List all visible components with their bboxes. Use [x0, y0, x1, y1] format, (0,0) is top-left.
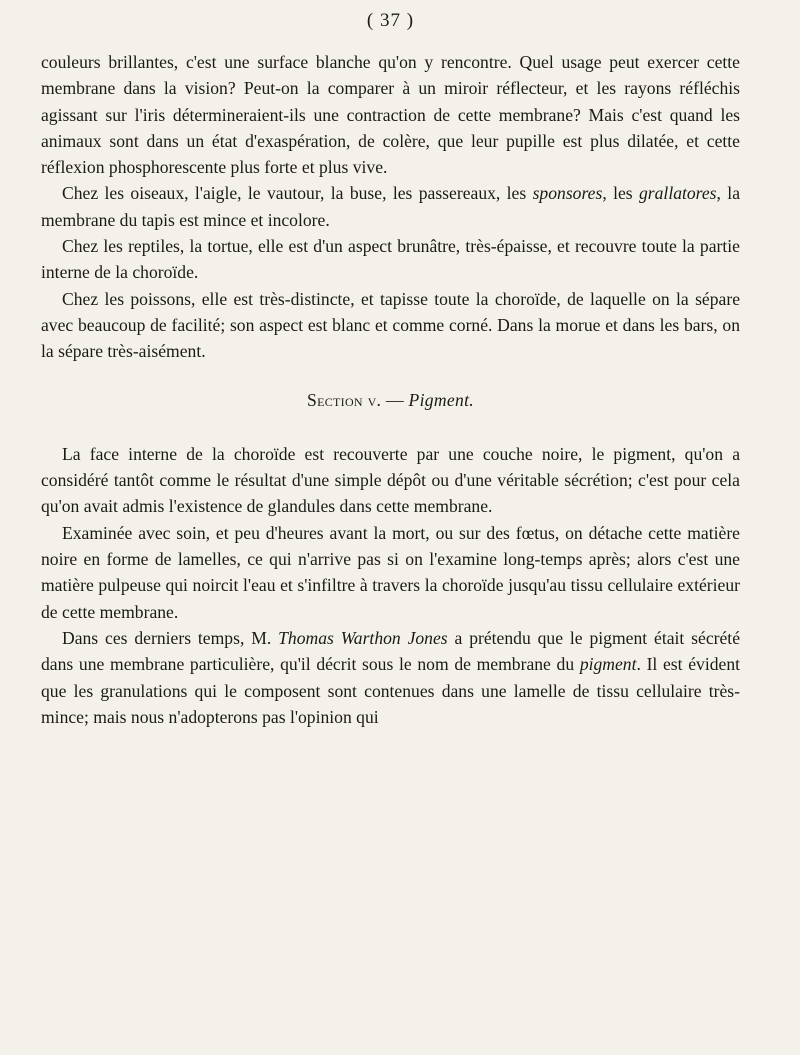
body-text: [41, 49, 740, 730]
paragraph-jones: [41, 625, 740, 730]
paragraph-text: Chez les poissons, elle est très-distincte, et tapisse toute la choroïde, de laquelle on la sépare avec beaucoup de facilité; son aspect est blanc et comme corné. Dans la morue et dans les bars, on la sépare très-aisément.: [41, 288, 740, 362]
page-number: ( 37 ): [366, 10, 415, 31]
paragraph-text: Examinée avec soin, et peu d'heures avant la mort, ou sur des fœtus, on détache cette matière noire en forme de lamelles, ce qui n'arrive pas si on l'examine long-temps après; alors c'est une matière pulpeuse qui noircit l'eau et s'infiltre à travers la choroïde jusqu'au tissu cellulaire extérieur de cette membrane.: [41, 522, 740, 622]
paragraph-examination: [41, 520, 740, 625]
term-sponsores: sponsores: [532, 183, 603, 204]
paragraph-reptiles: [41, 233, 740, 286]
paragraph-text: La face interne de la choroïde est recouverte par une couche noire, le pigment, qu'on a considéré tantôt comme le résultat d'une simple dépôt ou d'une véritable sécrétion; c'est pour cela qu'on avait admis l'existence de glandules dans cette membrane.: [41, 443, 740, 517]
paragraph-text: Chez les reptiles, la tortue, elle est d'un aspect brunâtre, très-épaisse, et recouvre toute la partie interne de la choroïde.: [41, 236, 740, 283]
section-separator: —: [381, 389, 409, 410]
term-grallatores: grallatores: [638, 183, 717, 204]
paragraph-text: Chez les oiseaux, l'aigle, le vautour, la buse, les passereaux, les: [62, 183, 533, 204]
section-label: Section v.: [307, 389, 382, 410]
author-name: Thomas Warthon Jones: [278, 627, 448, 648]
paragraph-continued: [41, 49, 740, 180]
paragraph-text: . Il est évident que les granulations qui le composent sont contenues dans une lamelle de tissu cellulaire très-mince; mais nous n'adopterons pas l'opinion qui: [41, 654, 741, 727]
paragraph-text: Dans ces derniers temps, M.: [62, 627, 279, 648]
paragraph-text: , les: [602, 183, 639, 204]
section-heading: [41, 387, 740, 413]
paragraph-birds: [41, 180, 740, 233]
paragraph-fish: [41, 286, 740, 365]
term-pigment: pigment: [579, 654, 637, 675]
paragraph-pigment-intro: [41, 441, 740, 520]
paragraph-text: a prétendu que le pigment était sécrété dans une membrane particulière, qu'il décrit sous le nom de membrane du: [41, 627, 740, 675]
section-title: Pigment.: [408, 389, 474, 410]
paragraph-text: , la membrane du tapis est mince et incolore.: [41, 183, 741, 230]
paragraph-text: couleurs brillantes, c'est une surface blanche qu'on y rencontre. Quel usage peut exercer cette membrane dans la vision? Peut-on la comparer à un miroir réflecteur, et les rayons réfléchis agissant sur l'iris détermineraient-ils une contraction de cette membrane? Mais c'est quand les animaux sont dans un état d'exaspération, de colère, que leur pupille est plus dilatée, et cette réflexion phosphorescente plus forte et plus vive.: [41, 52, 740, 178]
